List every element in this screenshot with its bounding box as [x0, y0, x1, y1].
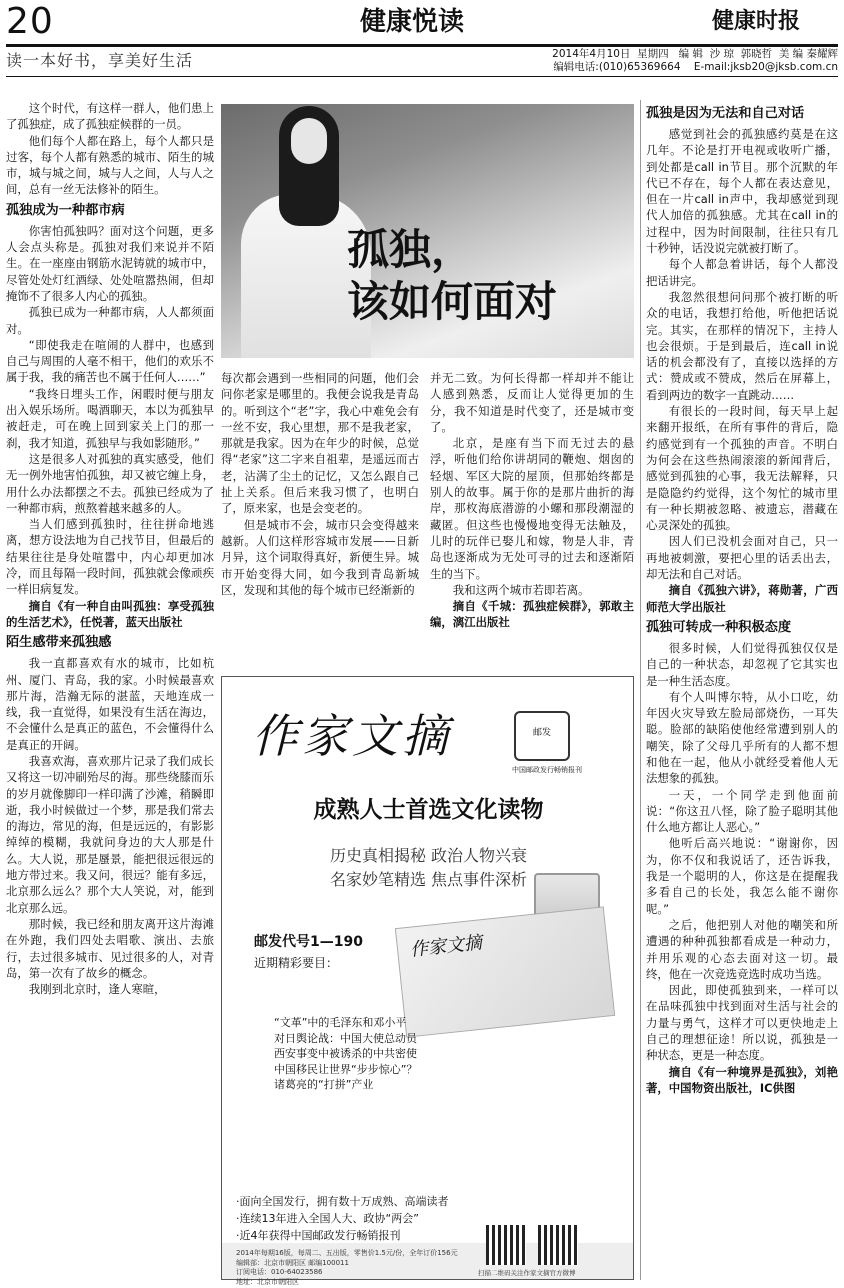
- paper-masthead: 作家文摘: [409, 932, 483, 961]
- paragraph: 有很长的一段时间，每天早上起来翻开报纸，在所有事件的背后，隐约感觉到有一个孤独的声音。不明白为何会在这些热闹滚滚的新闻背后，感觉到孤独的心事，我无法解释，只是隐隐约约觉得，这个匆忙的城市里有一种长期被忽略、被遗忘，潜藏在心灵深处的孤独。: [646, 404, 838, 533]
- paragraph: 但是城市不会，城市只会变得越来越新。人们这样形容城市发展——日新月异，这个词取得真好，新便生异。城市开始变得大同，如今我到青岛新城区，发现和其他的每个城市已经渐新的: [221, 517, 419, 597]
- paragraph: 一天，一个同学走到他面前说：“你这丑八怪，除了脸子聪明其他什么地方都让人恶心。”: [646, 787, 838, 835]
- column-1: [6, 100, 214, 1280]
- postal-logo-caption: 中国邮政发行畅销报刊: [512, 766, 582, 774]
- paragraph: 感觉到社会的孤独感约莫是在这几年。不论是打开电视或收听广播，到处都是call in节目。那个沉默的年代已不存在，每个人都在表达意见，但在一片call in声中，我却感觉到现代人加倍的孤独感。尤其在call in的过程中，因为时间限制，往往只有几十秒钟，话没说完就被打断了。: [646, 127, 838, 256]
- paragraph: 那时候，我已经和朋友离开这片海滩在外跑，我们四处去唱歌、演出、去旅行，去过很多城市、见过很多的人，对青岛，第一次有了故乡的概念。: [6, 916, 214, 980]
- recent-highlights-label: 近期精彩要目：: [254, 956, 339, 970]
- subheading: 孤独可转成一种积极态度: [646, 619, 792, 635]
- paragraph: 因此，即使孤独到来，一样可以在品味孤独中找到面对生活与社会的力量与勇气，这样才可以更快地走上自己的理想征途！所以说，孤独是一种状态，更是一种态度。: [646, 983, 838, 1063]
- ad-headline: 成熟人士首选文化读物: [313, 796, 544, 823]
- newspaper-logo: 健康时报: [712, 8, 801, 34]
- source-citation: 摘自《有一种境界是孤独》，刘艳著，中国物资出版社，IC供图: [646, 1064, 838, 1095]
- source-citation: 摘自《有一种自由叫孤独：享受孤独的生活艺术》，任悦著，蓝天出版社: [6, 598, 214, 629]
- column-3: [430, 370, 634, 670]
- postal-logo: 邮发: [514, 711, 570, 761]
- feature-title: 孤独， 该如何面对: [347, 225, 558, 326]
- paragraph: 北京，是座有当下而无过去的悬浮，听他们给你讲胡同的鞭炮、烟囱的轻烟、军区大院的屋顶，但那始终都是别人的故事。属于你的是那片曲折的海岸，那枚海底潜游的小螺和那段潮湿的藏匿。但这些也慢慢地变得无法触及，儿时的玩伴已娶儿和嫁，物是人非，青岛也逐渐成为无处可寻的过去和逐渐陌生的当下。: [430, 436, 634, 581]
- list-item: 中国移民让世界“步步惊心”？: [274, 1062, 418, 1076]
- paragraph: “即使我走在喧闹的人群中，也感到自己与周围的人毫不相干，他们的欢乐不属于我，我的痛苦也不属于任何人……”: [6, 337, 214, 385]
- list-item: 诸葛亮的“打拼”产业: [274, 1078, 374, 1091]
- subheading: 孤独成为一种都市病: [6, 202, 125, 218]
- list-item: ·近4年获得中国邮政发行畅销报刊: [236, 1229, 401, 1242]
- newspaper-image: [395, 906, 615, 1037]
- paragraph: 我喜欢海，喜欢那片记录了我们成长又将这一切冲刷殆尽的海。那些绕膝而乐的岁月就像脚印一样印满了沙滩，稍瞬即逝，我小时候做过一个梦，那是我们常去的海边，常见的海，但是远远的，有影影绰绰的模糊，我就问身边的大人那是什么。大人说，那是蜃景，能把很远很远的地方带过来。我又问，很远？能有多远，北京那么远么？那个大人笑说，对，能到北京那么远。: [6, 753, 214, 915]
- column-4: [646, 104, 838, 1280]
- page-number: 20: [6, 1, 54, 42]
- header-thin-rule: [6, 76, 838, 77]
- paragraph: 当人们感到孤独时，往往拼命地逃离，想方设法地为自己找节目，但最后的结果往往是身处喧嚣中，内心却更加冰冷，而且每隔一段时间，孤独就会像顽疾一样旧病复发。: [6, 517, 214, 597]
- paragraph: 他听后高兴地说：“谢谢你，因为，你不仅和我说话了，还告诉我，我是一个聪明的人，你这是在提醒我多看自己的长处，我怎么能不谢你呢。”: [646, 836, 838, 916]
- ad-bullets: [236, 1193, 449, 1244]
- paragraph: 每次都会遇到一些相同的问题，他们会问你老家是哪里的。我便会说我是青岛的。听到这个“老”字，我心中难免会有一丝不安，我心里想，那不是我老家，那就是我家。因为在年少的时候，总觉得“老家”这二字来自祖辈，是遥远而古老，沾满了尘土的记忆，又怎么跟自己扯上关系。但后来我习惯了，也明白了，原来家，也是会变老的。: [221, 371, 419, 516]
- column-2: [221, 370, 419, 670]
- section-title: 健康悦读: [360, 7, 465, 37]
- contact-info: 编辑电话:(010)65369664 E-mail:jksb20@jksb.com.cn: [553, 61, 838, 73]
- qr-code-icon: [538, 1225, 578, 1265]
- paragraph: 并无二致。为何长得都一样却并不能让人感到熟悉，反而让人觉得更加的生分，我不知道是时代变了，还是城市变了。: [430, 371, 634, 434]
- paragraph: 之后，他把别人对他的嘲笑和所遭遇的种种孤独都看成是一种动力，并用乐观的心态去面对这一切。最终，他在一次竞选竞选时成功当选。: [646, 917, 838, 981]
- paragraph: 我忽然很想问问那个被打断的听众的电话，我想打给他，听他把话说完。其实，在那样的情况下，主持人也会很烦。于是到最后，连call in说话的机会都没有了，直接以选择的方式：赞成或不赞成，然后在屏幕上，看到两边的数字一直跳动……: [646, 289, 838, 402]
- paragraph: 孤独已成为一种都市病，人人都须面对。: [6, 305, 214, 336]
- intro-paragraph: 这个时代，有这样一群人，他们患上了孤独症，成了孤独症候群的一员。: [6, 101, 214, 132]
- list-item: ·面向全国发行，拥有数十万成熟、高端读者: [236, 1195, 449, 1208]
- paragraph: 我和这两个城市若即若离。: [452, 582, 590, 597]
- paragraph: 很多时候，人们觉得孤独仅仅是自己的一种状态，却忽视了它其实也是一种生活态度。: [646, 640, 838, 688]
- feature-photo: [221, 104, 634, 358]
- list-item: 西安事变中被诱杀的中共密使: [274, 1047, 417, 1060]
- qr-caption: 扫描二维码关注作家文摘官方微博: [478, 1269, 576, 1277]
- intro-paragraph: 他们每个人都在路上，每个人都只是过客，每个人都有熟悉的城市、陌生的城市，城与城之间，城与人之间，人与人之间，总有一丝无法修补的陌生。: [6, 133, 214, 197]
- subheading: 孤独是因为无法和自己对话: [646, 106, 805, 121]
- paragraph: 你害怕孤独吗？面对这个问题，更多人会点头称是。孤独对我们来说并不陌生。在一座座由钢筋水泥铸就的城市中，尽管处处灯红酒绿、处处喧嚣热闹，但却掩饰不了很多人内心的孤独。: [6, 223, 214, 303]
- paragraph: 我刚到北京时，逢人寒暄，: [28, 982, 166, 997]
- list-item: 对日舆论战：中国大使总动员: [274, 1031, 417, 1045]
- advertisement: [221, 676, 634, 1286]
- paragraph: 这是很多人对孤独的真实感受，他们无一例外地害怕孤独，却又被它缠上身，用什么办法都摆之不去。孤独已经成为了一种都市病，煎熬着越来越多的人。: [6, 451, 214, 515]
- post-code: 邮发代号1—190: [254, 934, 363, 950]
- header-rule: [6, 44, 838, 47]
- woman-face: [291, 118, 327, 164]
- subheading: 陌生感带来孤独感: [6, 635, 112, 651]
- ad-item-list: [274, 1015, 417, 1093]
- paragraph: 有个人叫博尔特，从小口吃，幼年因火灾导致左脸局部烧伤，一耳失聪。脸部的缺陷使他经常遭到别人的嘲笑，除了父母几乎所有的人都不想和他在一起，他从小就经受着他人无法想象的孤独。: [646, 689, 838, 786]
- ad-info: 2014年每期16版，每周二、五出版，零售价1.5元/份，全年订价156元 编辑部：北京市朝阳区 邮编100011 订阅电话：010-64023586 地址：北京市朝阳区: [236, 1249, 458, 1286]
- qr-code-icon: [486, 1225, 526, 1265]
- paragraph: 因人们已没机会面对自己，只一再地被刺激，要把心里的话丢出去，却无法和自己对话。: [646, 534, 838, 582]
- list-item: “文革”中的毛泽东和邓小平: [274, 1016, 407, 1029]
- ad-brand: 作家文摘: [252, 709, 452, 763]
- header-meta: [552, 48, 838, 74]
- column-divider: [640, 100, 641, 1280]
- ad-tagline: 历史真相揭秘 政治人物兴衰: [329, 846, 528, 865]
- source-citation: 摘自《千城：孤独症候群》，郭敢主编，漓江出版社: [430, 599, 634, 630]
- ad-tagline: 名家妙笔精选 焦点事件深析: [329, 870, 528, 889]
- source-citation: 摘自《孤独六讲》，蒋勋著，广西师范大学出版社: [646, 583, 838, 614]
- paragraph: 我一直都喜欢有水的城市，比如杭州、厦门、青岛，我的家。小时候最喜欢那片海，浩瀚无际的湛蓝，天地连成一线，我一直觉得，如果没有生活在海边，不会懂什么是真正的蓝色，不会懂得什么是真正的开阔。: [6, 656, 214, 752]
- page-slogan: 读一本好书，享美好生活: [6, 51, 194, 70]
- date-editors: 2014年4月10日 星期四 编 辑 沙 琼 郭晓哲 美 编 秦耀辉: [552, 48, 838, 60]
- list-item: ·连续13年进入全国人大、政协“两会”: [236, 1212, 419, 1225]
- paragraph: 每个人都急着讲话，每个人都没把话讲完。: [646, 257, 838, 288]
- paragraph: “我终日埋头工作，闲暇时便与朋友出入娱乐场所。喝酒聊天，本以为孤独早被赶走，可在晚上回到家关上门的那一刹，我才知道，孤独早与我如影随形。”: [6, 386, 214, 450]
